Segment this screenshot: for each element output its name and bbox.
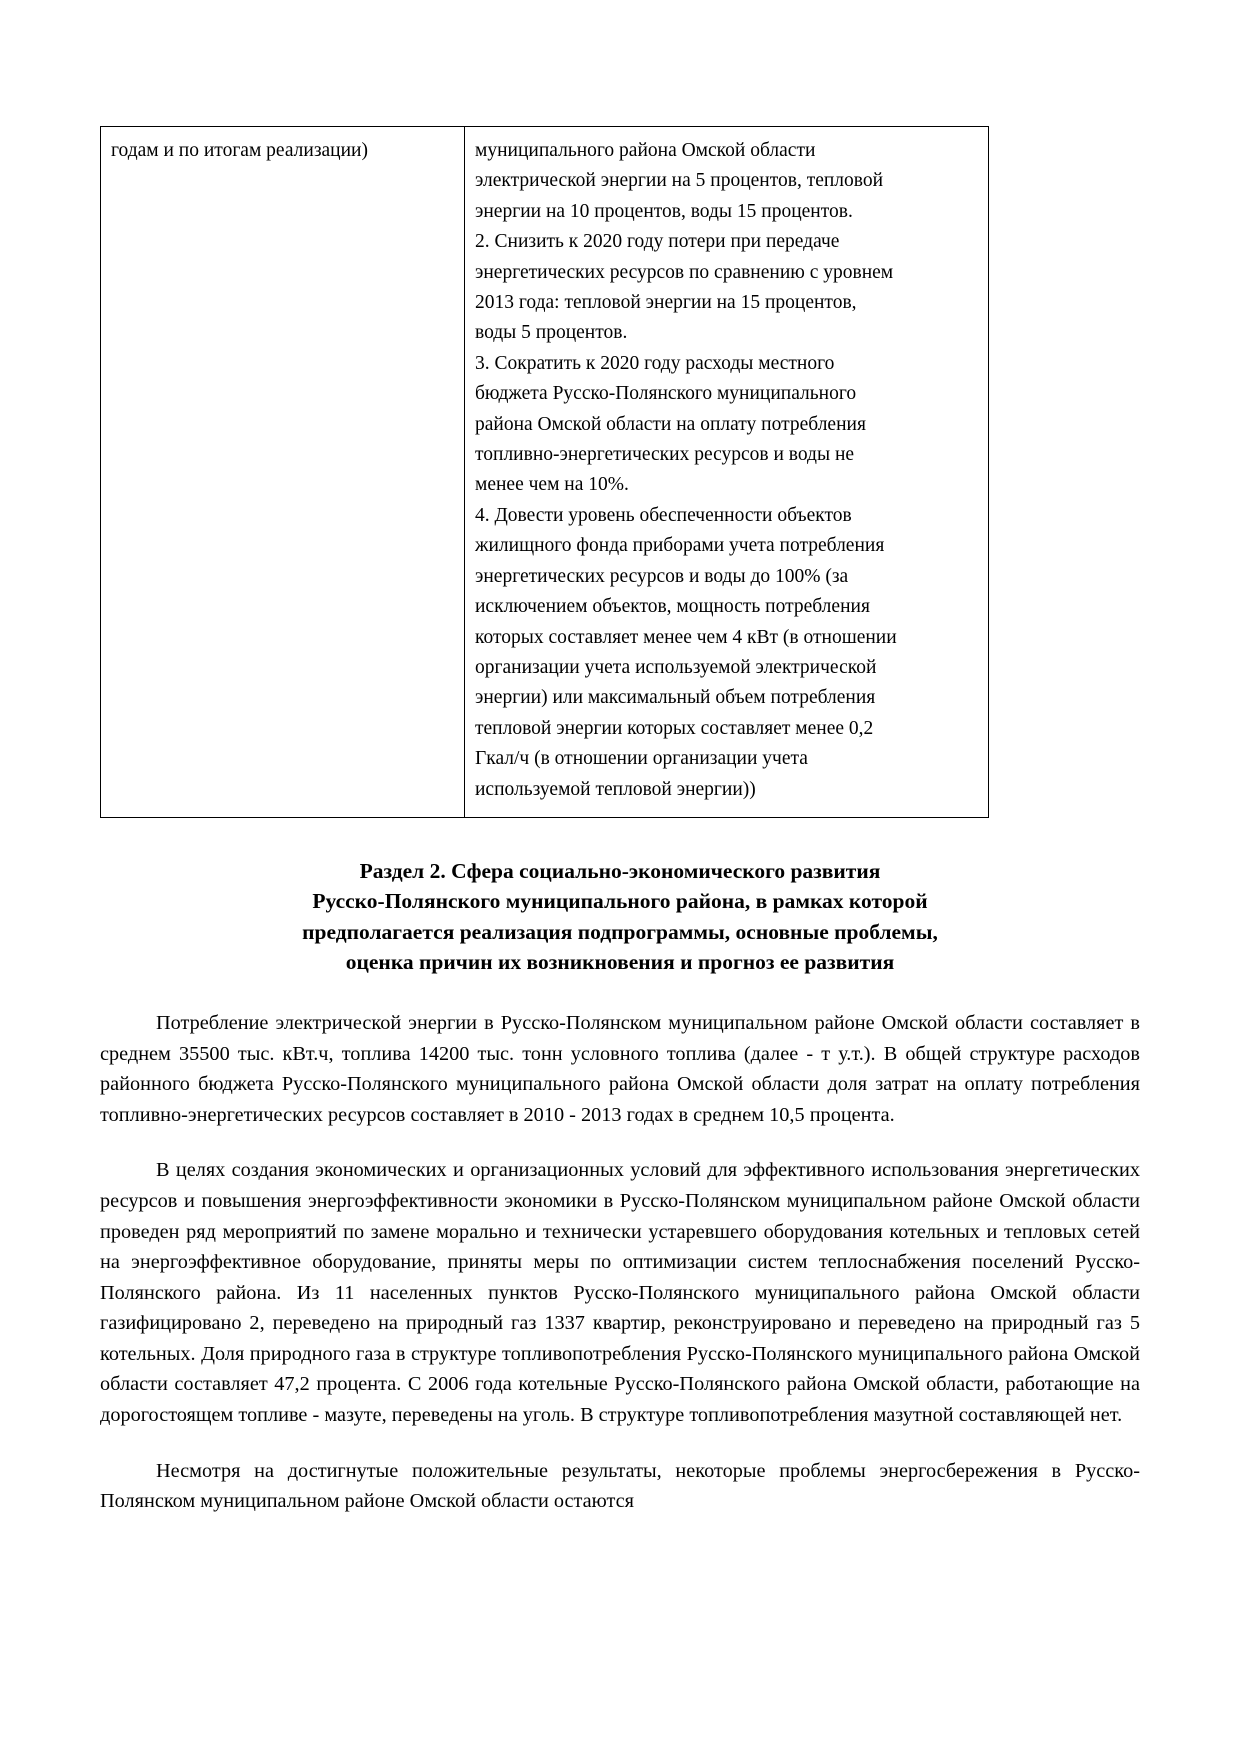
right-cell-line: Гкал/ч (в отношении организации учета [475, 748, 808, 770]
right-cell-line: 3. Сократить к 2020 году расходы местного [475, 352, 835, 374]
left-cell-line: годам и по итогам реализации) [111, 140, 368, 161]
right-cell-line: исключением объектов, мощность потребления [475, 596, 870, 618]
right-cell-line: которых составляет менее чем 4 кВт (в отношении [475, 626, 897, 648]
right-cell-line: энергии) или максимальный объем потребления [475, 687, 876, 709]
right-cell-line: топливно-энергетических ресурсов и воды не [475, 444, 855, 466]
right-cell-line: энергетических ресурсов и воды до 100% (за [475, 565, 849, 587]
section-heading-line: Раздел 2. Сфера социально-экономического развития [359, 858, 881, 883]
right-cell-line: тепловой энергии которых составляет менее 0,2 [475, 717, 874, 739]
right-cell-line: 2013 года: тепловой энергии на 15 процентов, [475, 292, 857, 314]
section-heading [100, 856, 1140, 978]
table-cell-right [465, 127, 989, 818]
right-cell-line: энергии на 10 процентов, воды 15 процентов. [475, 200, 853, 222]
right-cell-line: 4. Довести уровень обеспеченности объектов [475, 504, 852, 526]
table-cell-left [101, 127, 465, 818]
right-cell-line: энергетических ресурсов по сравнению с уровнем [475, 261, 894, 283]
right-cell-line: используемой тепловой энергии)) [475, 778, 756, 800]
right-cell-line: воды 5 процентов. [475, 322, 628, 344]
requirements-table [100, 126, 989, 818]
section-heading-line: оценка причин их возникновения и прогноз ее развития [345, 950, 895, 975]
right-cell-line: организации учета используемой электрической [475, 656, 877, 678]
body-paragraph: В целях создания экономических и организационных условий для эффективного использования энергетических ресурсов и повышения энергоэффективности экономики в Русско-Полянском муниципальном районе Омской области проведен ряд мероприятий по замене морально и технически устаревшего оборудования котельных и тепловых сетей на энергоэффективное оборудование, приняты меры по оптимизации систем теплоснабжения поселений Русско-Полянского района. Из 11 населенных пунктов Русско-Полянского муниципального района Омской области газифицировано 2, переведено на природный газ 1337 квартир, реконструировано и переведено на природный газ 5 котельных. Доля природного газа в структуре топливопотребления Русско-Полянского муниципального района Омской области составляет 47,2 процента. С 2006 года котельные Русско-Полянского района Омской области, работающие на дорогостоящем топливе - мазуте, переведены на уголь. В структуре топливопотребления мазутной составляющей нет. [100, 1159, 1140, 1427]
body-copy [100, 1008, 1140, 1517]
right-cell-line: района Омской области на оплату потребления [475, 413, 866, 435]
right-cell-line: электрической энергии на 5 процентов, тепловой [475, 170, 884, 192]
right-cell-line: жилищного фонда приборами учета потребления [475, 535, 885, 557]
section-heading-line: Русско-Полянского муниципального района, в рамках которой [312, 889, 928, 914]
table-body [101, 127, 989, 818]
right-cell-line: 2. Снизить к 2020 году потери при передаче [475, 231, 840, 253]
right-cell-line: бюджета Русско-Полянского муниципального [475, 383, 857, 405]
body-paragraph: Несмотря на достигнутые положительные результаты, некоторые проблемы энергосбережения в Русско-Полянском муниципальном районе Омской области остаются [100, 1459, 1140, 1513]
body-paragraph: Потребление электрической энергии в Русско-Полянском муниципальном районе Омской области составляет в среднем 35500 тыс. кВт.ч, топлива 14200 тыс. тонн условного топлива (далее - т у.т.). В общей структуре расходов районного бюджета Русско-Полянского муниципального района Омской области доля затрат на оплату потребления топливно-энергетических ресурсов составляет в 2010 - 2013 годах в среднем 10,5 процента. [100, 1011, 1140, 1126]
table-row [101, 127, 989, 818]
right-cell-line: менее чем на 10%. [475, 474, 629, 496]
right-cell-line: муниципального района Омской области [475, 140, 816, 161]
section-heading-line: предполагается реализация подпрограммы, основные проблемы, [302, 919, 938, 944]
